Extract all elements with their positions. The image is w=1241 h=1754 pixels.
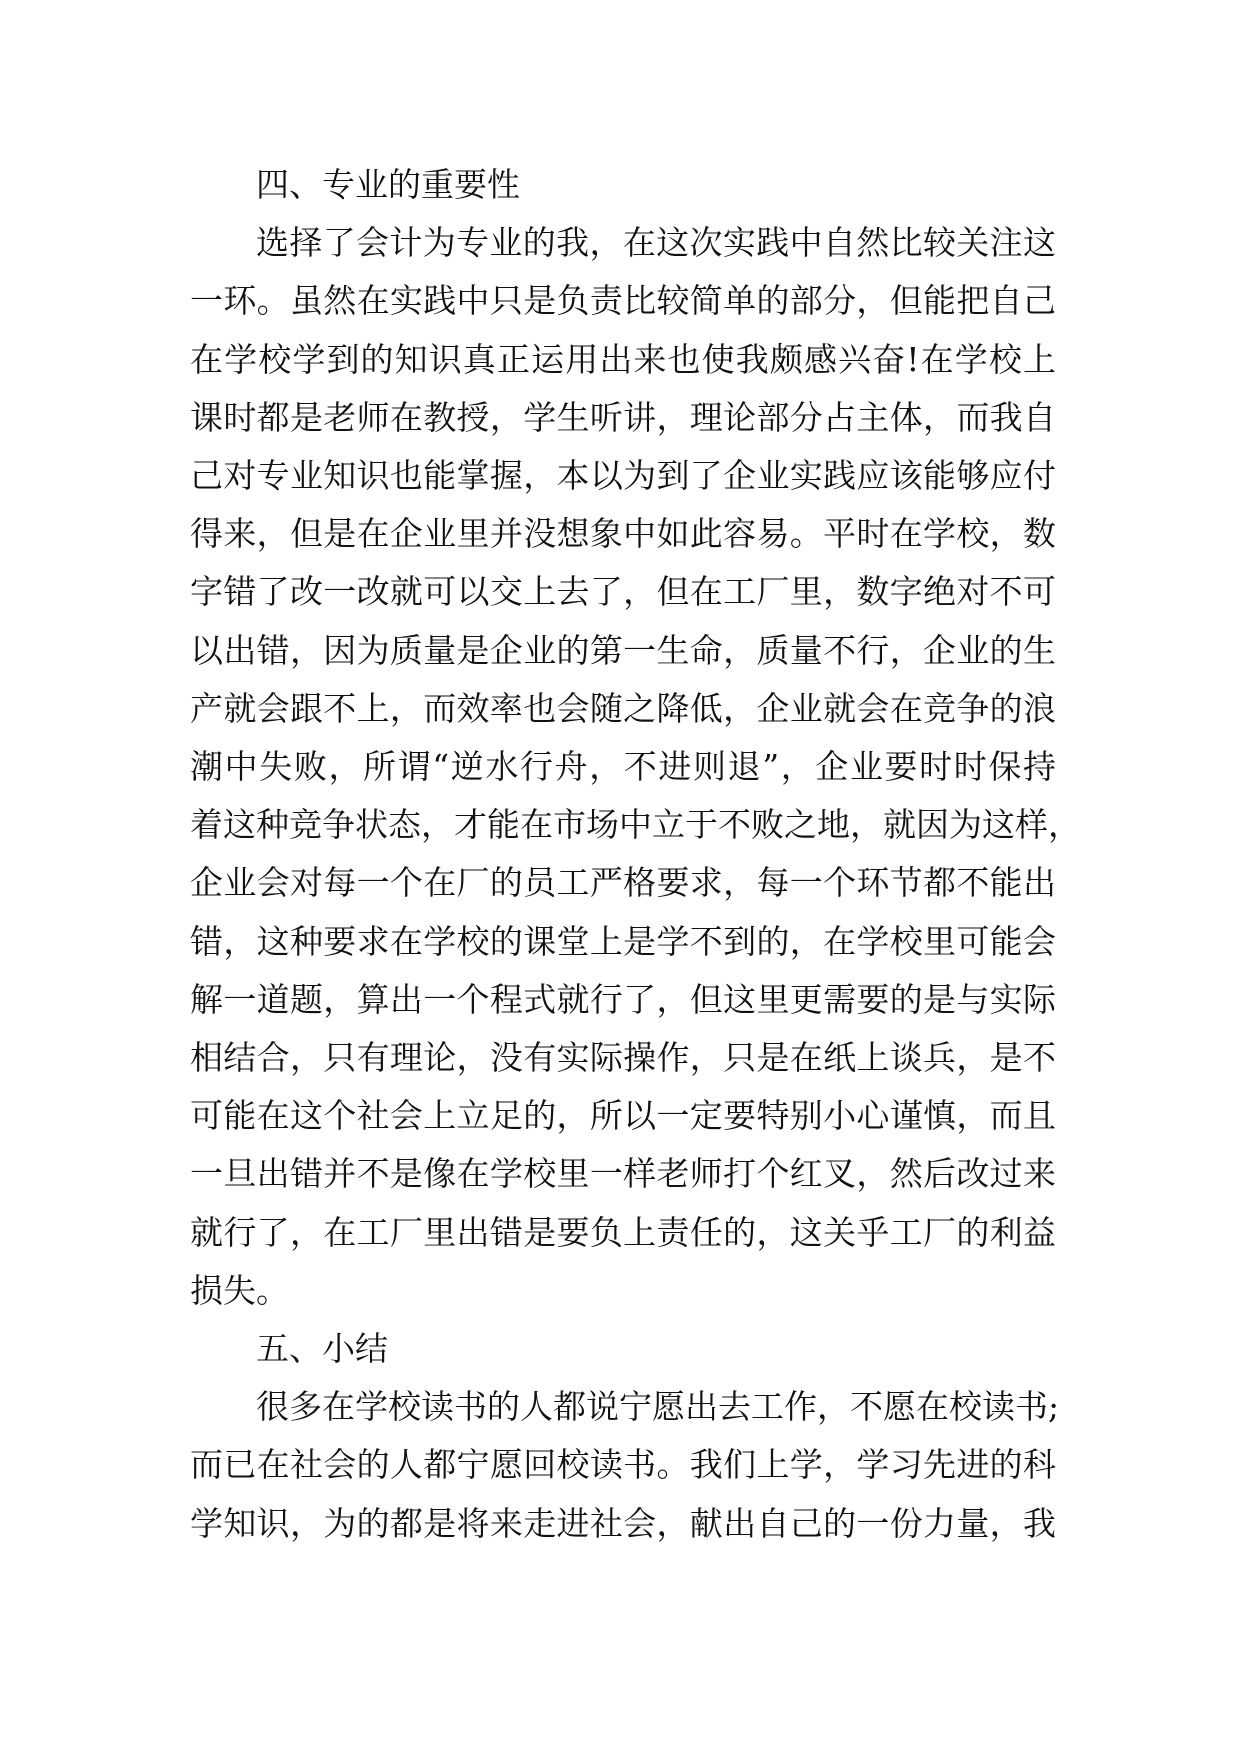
text-line: 着这种竞争状态，才能在市场中立于不败之地，就因为这样， bbox=[190, 805, 1081, 845]
text-line: 以出错，因为质量是企业的第一生命，质量不行，企业的生 bbox=[190, 630, 1056, 670]
text-line: 在学校学到的知识真正运用出来也使我颇感兴奋!在学校上 bbox=[190, 339, 1056, 379]
text-line: 很多在学校读书的人都说宁愿出去工作，不愿在校读书; bbox=[256, 1387, 1060, 1427]
text-line: 损失。 bbox=[190, 1270, 289, 1310]
text-line: 一环。虽然在实践中只是负责比较简单的部分，但能把自己 bbox=[190, 281, 1056, 321]
text-line: 潮中失败，所谓“逆水行舟，不进则退”，企业要时时保持 bbox=[190, 747, 1056, 787]
text-line: 解一道题，算出一个程式就行了，但这里更需要的是与实际 bbox=[190, 979, 1056, 1019]
text-line: 学知识，为的都是将来走进社会，献出自己的一份力量，我 bbox=[190, 1503, 1056, 1543]
text-line: 产就会跟不上，而效率也会随之降低，企业就会在竞争的浪 bbox=[190, 688, 1056, 728]
text-line: 一旦出错并不是像在学校里一样老师打个红叉，然后改过来 bbox=[190, 1154, 1056, 1194]
text-line: 选择了会计为专业的我，在这次实践中自然比较关注这 bbox=[256, 223, 1056, 263]
text-line: 企业会对每一个在厂的员工严格要求，每一个环节都不能出 bbox=[190, 863, 1056, 903]
text-line: 可能在这个社会上立足的，所以一定要特别小心谨慎，而且 bbox=[190, 1096, 1056, 1136]
section-heading-5: 五、小结 bbox=[256, 1329, 388, 1369]
text-line: 就行了，在工厂里出错是要负上责任的，这关乎工厂的利益 bbox=[190, 1212, 1056, 1252]
section-paragraph-4 bbox=[190, 214, 1081, 1320]
text-line: 相结合，只有理论，没有实际操作，只是在纸上谈兵，是不 bbox=[190, 1038, 1056, 1078]
text-line: 而已在社会的人都宁愿回校读书。我们上学，学习先进的科 bbox=[190, 1445, 1056, 1485]
text-line: 得来，但是在企业里并没想象中如此容易。平时在学校，数 bbox=[190, 514, 1056, 554]
section-paragraph-5 bbox=[190, 1378, 1060, 1553]
document-body bbox=[190, 156, 1081, 1553]
text-line: 错，这种要求在学校的课堂上是学不到的，在学校里可能会 bbox=[190, 921, 1056, 961]
section-heading-4: 四、专业的重要性 bbox=[256, 165, 520, 204]
text-line: 字错了改一改就可以交上去了，但在工厂里，数字绝对不可 bbox=[190, 572, 1056, 612]
text-line: 己对专业知识也能掌握，本以为到了企业实践应该能够应付 bbox=[190, 456, 1056, 496]
text-line: 课时都是老师在教授，学生听讲，理论部分占主体，而我自 bbox=[190, 397, 1056, 437]
